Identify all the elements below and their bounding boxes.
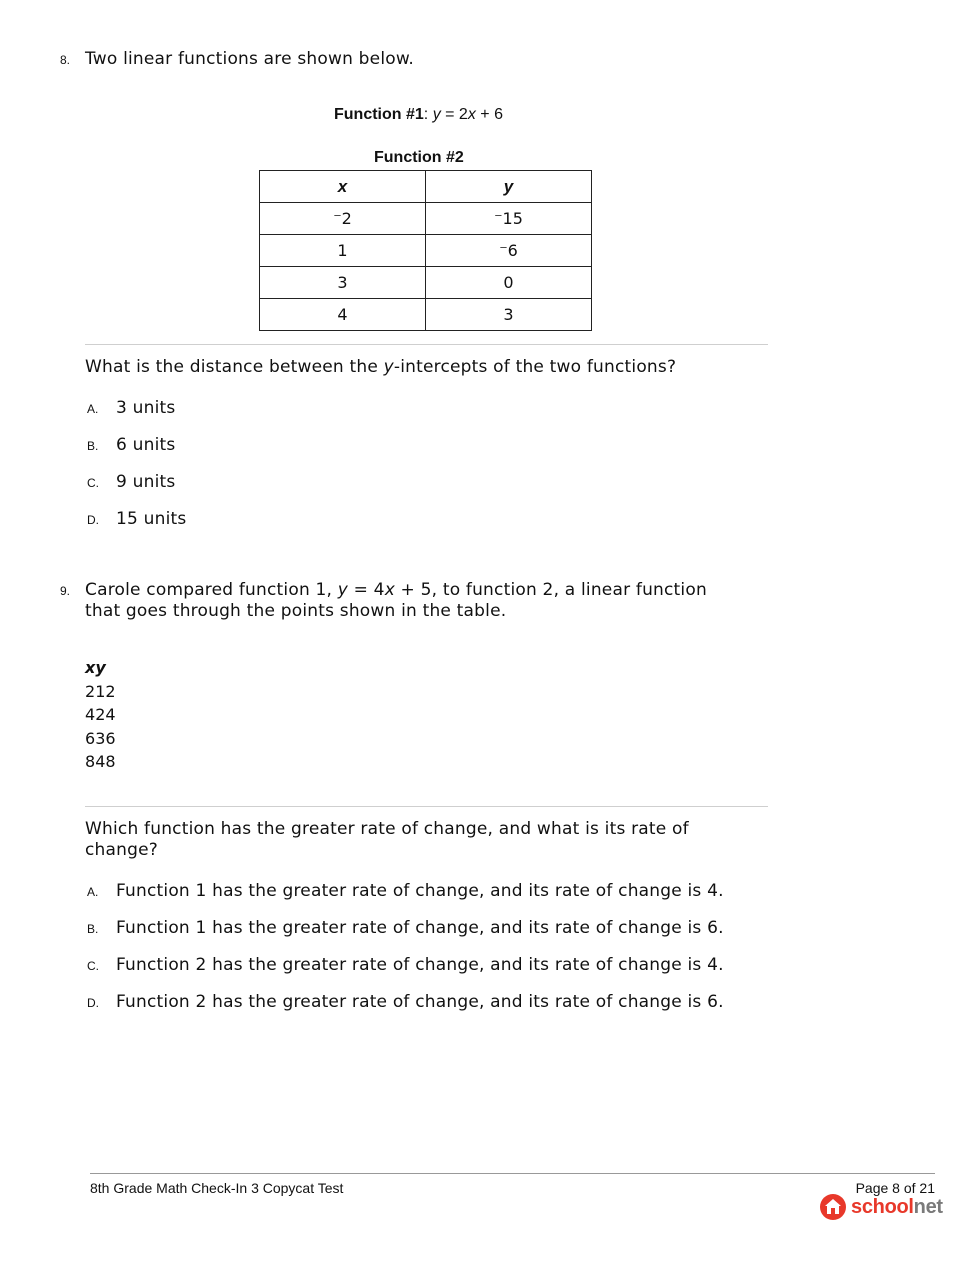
stem-part: Carole compared function 1,	[85, 580, 338, 600]
function-1-eq: = 2	[440, 106, 468, 123]
table-header-row	[260, 171, 592, 203]
points-row	[85, 750, 116, 774]
table-row	[260, 203, 592, 235]
function-2-label-text: Function #2	[374, 149, 464, 166]
footer-page-number: Page 8 of 21	[855, 1180, 935, 1196]
points-row	[85, 727, 116, 751]
table-cell: 4	[260, 299, 426, 331]
points-row	[85, 703, 116, 727]
points-header-x: x	[85, 658, 96, 677]
point-y: 48	[95, 752, 116, 771]
question-9-prompt	[85, 819, 689, 861]
table-cell: 0	[426, 267, 592, 299]
question-8-number: 8.	[60, 53, 71, 67]
points-header	[85, 656, 116, 680]
function-1-rest: + 6	[475, 106, 503, 123]
prompt-post: -intercepts of the two functions?	[393, 357, 677, 377]
function-1-separator: :	[423, 106, 429, 123]
function-2-label	[374, 149, 464, 167]
option-b-letter: B.	[87, 439, 99, 453]
function-1-y-var: y	[432, 106, 441, 123]
footer-test-name: 8th Grade Math Check-In 3 Copycat Test	[90, 1180, 344, 1196]
point-x: 4	[85, 705, 96, 724]
option-a-letter: A.	[87, 885, 99, 899]
stem-part: + 5, to function 2, a linear function	[394, 580, 707, 600]
prompt-line-2: change?	[85, 840, 158, 860]
option-a-letter: A.	[87, 402, 99, 416]
point-x: 2	[85, 681, 96, 701]
option-b[interactable]: Function 1 has the greater rate of change, and its rate of change is 6.	[116, 918, 724, 938]
prompt-pre: What is the distance between the	[85, 357, 384, 377]
function-1-x-var: x	[467, 106, 476, 123]
table-header-y: y	[426, 171, 592, 203]
option-a[interactable]: 3 units	[116, 398, 176, 418]
divider	[85, 344, 768, 345]
option-d[interactable]: 15 units	[116, 509, 187, 529]
logo-wordmark	[851, 1196, 943, 1219]
footer-divider	[90, 1173, 935, 1174]
stem-var-y: y	[337, 580, 349, 600]
question-9-number: 9.	[60, 584, 71, 598]
option-b[interactable]: 6 units	[116, 435, 176, 455]
stem-line-1	[85, 580, 707, 601]
table-row	[260, 299, 592, 331]
option-c[interactable]: Function 2 has the greater rate of change, and its rate of change is 4.	[116, 955, 724, 975]
option-a[interactable]: Function 1 has the greater rate of change, and its rate of change is 4.	[116, 881, 724, 901]
stem-part: = 4	[348, 580, 385, 600]
option-d-letter: D.	[87, 513, 99, 527]
option-b-letter: B.	[87, 922, 99, 936]
function-2-table	[259, 170, 592, 331]
table-row	[260, 235, 592, 267]
question-9-stem	[85, 580, 707, 622]
point-x: 8	[85, 752, 96, 771]
logo-net: net	[913, 1195, 943, 1218]
table-cell: ⁻15	[426, 203, 592, 235]
option-d[interactable]: Function 2 has the greater rate of change, and its rate of change is 6.	[116, 992, 724, 1012]
table-cell: ⁻2	[260, 203, 426, 235]
point-y: 36	[95, 728, 116, 748]
option-d-letter: D.	[87, 996, 99, 1010]
stem-var-x: x	[384, 580, 395, 600]
table-cell: 1	[260, 235, 426, 267]
question-8-prompt	[85, 357, 676, 378]
question-8-stem: Two linear functions are shown below.	[85, 49, 415, 69]
prompt-line-1: Which function has the greater rate of change, and what is its rate of	[85, 819, 689, 839]
function-1-label: Function #1	[334, 106, 424, 123]
logo-school: school	[851, 1195, 914, 1218]
table-cell: 3	[260, 267, 426, 299]
option-c-letter: C.	[87, 476, 99, 490]
table-row	[260, 267, 592, 299]
house-icon	[820, 1194, 846, 1220]
function-1-equation	[334, 106, 503, 124]
option-c-letter: C.	[87, 959, 99, 973]
table-cell: ⁻6	[426, 235, 592, 267]
point-y: 12	[95, 681, 116, 701]
points-row	[85, 680, 116, 704]
stem-line-2: that goes through the points shown in the table.	[85, 601, 507, 621]
table-header-x: x	[260, 171, 426, 203]
points-header-y: y	[95, 658, 106, 677]
point-y: 24	[95, 705, 116, 724]
table-cell: 3	[426, 299, 592, 331]
option-c[interactable]: 9 units	[116, 472, 176, 492]
divider	[85, 806, 768, 807]
prompt-var: y	[383, 357, 394, 377]
points-table	[85, 656, 116, 774]
schoolnet-logo	[820, 1194, 943, 1220]
point-x: 6	[85, 728, 96, 748]
